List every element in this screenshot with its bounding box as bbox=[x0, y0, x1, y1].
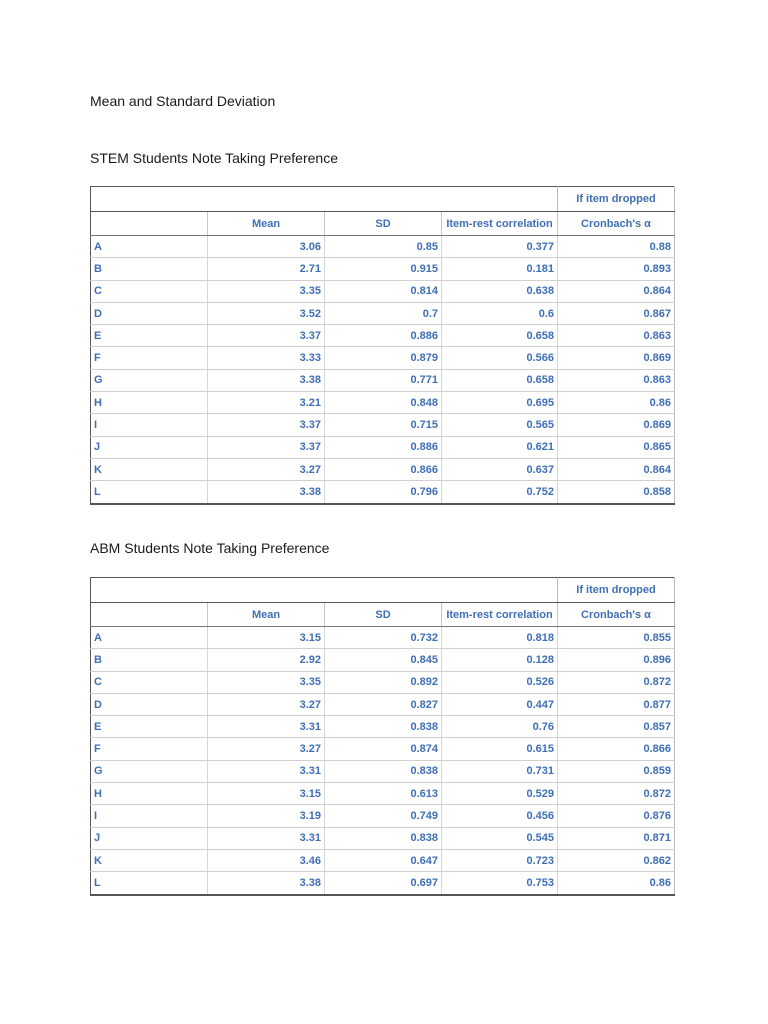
cronbachs-alpha-cell: 0.859 bbox=[558, 760, 675, 782]
cronbachs-alpha-cell: 0.869 bbox=[558, 347, 675, 369]
cronbachs-alpha-cell: 0.862 bbox=[558, 849, 675, 871]
table-row bbox=[91, 481, 675, 504]
item-rest-correlation-cell: 0.526 bbox=[442, 671, 558, 693]
cronbachs-alpha-cell: 0.863 bbox=[558, 325, 675, 347]
sd-cell: 0.838 bbox=[325, 760, 442, 782]
mean-cell: 2.92 bbox=[208, 649, 325, 671]
item-label-cell: B bbox=[91, 649, 208, 671]
item-label-cell: D bbox=[91, 302, 208, 324]
header-blank-cell bbox=[91, 187, 558, 212]
mean-cell: 3.27 bbox=[208, 693, 325, 715]
item-label-cell: A bbox=[91, 627, 208, 649]
table-row bbox=[91, 649, 675, 671]
sd-cell: 0.874 bbox=[325, 738, 442, 760]
mean-cell: 3.06 bbox=[208, 236, 325, 258]
table-row bbox=[91, 414, 675, 436]
cronbachs-alpha-cell: 0.869 bbox=[558, 414, 675, 436]
cronbachs-alpha-cell: 0.867 bbox=[558, 302, 675, 324]
cronbachs-alpha-cell: 0.864 bbox=[558, 458, 675, 480]
sd-cell: 0.647 bbox=[325, 849, 442, 871]
mean-cell: 3.15 bbox=[208, 783, 325, 805]
item-label-cell: G bbox=[91, 369, 208, 391]
mean-cell: 3.35 bbox=[208, 280, 325, 302]
item-rest-correlation-cell: 0.529 bbox=[442, 783, 558, 805]
table-row bbox=[91, 347, 675, 369]
table-column-header-row bbox=[91, 603, 675, 627]
table-row bbox=[91, 302, 675, 324]
table-row bbox=[91, 760, 675, 782]
mean-cell: 3.37 bbox=[208, 436, 325, 458]
cronbachs-alpha-cell: 0.88 bbox=[558, 236, 675, 258]
item-rest-correlation-cell: 0.695 bbox=[442, 392, 558, 414]
item-label-cell: L bbox=[91, 481, 208, 504]
mean-cell: 3.27 bbox=[208, 458, 325, 480]
cronbachs-alpha-cell: 0.857 bbox=[558, 716, 675, 738]
mean-cell: 3.31 bbox=[208, 716, 325, 738]
sd-cell: 0.796 bbox=[325, 481, 442, 504]
stem-table-caption: STEM Students Note Taking Preference bbox=[90, 150, 338, 166]
sd-cell: 0.715 bbox=[325, 414, 442, 436]
mean-cell: 3.38 bbox=[208, 872, 325, 895]
page-title: Mean and Standard Deviation bbox=[90, 93, 276, 109]
cronbachs-alpha-cell: 0.872 bbox=[558, 783, 675, 805]
mean-cell: 2.71 bbox=[208, 258, 325, 280]
cronbachs-alpha-cell: 0.893 bbox=[558, 258, 675, 280]
cronbachs-alpha-cell: 0.855 bbox=[558, 627, 675, 649]
sd-cell: 0.838 bbox=[325, 827, 442, 849]
sd-cell: 0.845 bbox=[325, 649, 442, 671]
table-row bbox=[91, 872, 675, 895]
cronbachs-alpha-cell: 0.877 bbox=[558, 693, 675, 715]
abm-table-body bbox=[91, 627, 675, 895]
mean-cell: 3.21 bbox=[208, 392, 325, 414]
cronbachs-alpha-cell: 0.871 bbox=[558, 827, 675, 849]
item-label-cell: D bbox=[91, 693, 208, 715]
sd-cell: 0.613 bbox=[325, 783, 442, 805]
item-rest-correlation-cell: 0.638 bbox=[442, 280, 558, 302]
item-rest-correlation-cell: 0.615 bbox=[442, 738, 558, 760]
cronbachs-alpha-cell: 0.864 bbox=[558, 280, 675, 302]
item-label-cell: B bbox=[91, 258, 208, 280]
cronbachs-alpha-cell: 0.86 bbox=[558, 392, 675, 414]
item-label-cell: G bbox=[91, 760, 208, 782]
item-rest-correlation-cell: 0.456 bbox=[442, 805, 558, 827]
sd-cell: 0.771 bbox=[325, 369, 442, 391]
item-rest-correlation-cell: 0.818 bbox=[442, 627, 558, 649]
table-row bbox=[91, 827, 675, 849]
table-row bbox=[91, 236, 675, 258]
sd-cell: 0.697 bbox=[325, 872, 442, 895]
stem-table-body bbox=[91, 236, 675, 504]
item-rest-correlation-cell: 0.753 bbox=[442, 872, 558, 895]
table-row bbox=[91, 805, 675, 827]
table-row bbox=[91, 783, 675, 805]
table-row bbox=[91, 849, 675, 871]
item-label-cell: A bbox=[91, 236, 208, 258]
table-row bbox=[91, 280, 675, 302]
sd-cell: 0.827 bbox=[325, 693, 442, 715]
header-blank-cell bbox=[91, 578, 558, 603]
sd-cell: 0.838 bbox=[325, 716, 442, 738]
sd-cell: 0.879 bbox=[325, 347, 442, 369]
item-rest-correlation-cell: 0.447 bbox=[442, 693, 558, 715]
item-label-cell: L bbox=[91, 872, 208, 895]
column-header-item-rest-correlation: Item-rest correlation bbox=[442, 212, 558, 236]
mean-cell: 3.27 bbox=[208, 738, 325, 760]
sd-cell: 0.915 bbox=[325, 258, 442, 280]
mean-cell: 3.15 bbox=[208, 627, 325, 649]
item-rest-correlation-cell: 0.566 bbox=[442, 347, 558, 369]
item-rest-correlation-cell: 0.658 bbox=[442, 369, 558, 391]
item-rest-correlation-cell: 0.76 bbox=[442, 716, 558, 738]
item-label-cell: F bbox=[91, 738, 208, 760]
table-column-header-row bbox=[91, 212, 675, 236]
stem-stats-table bbox=[90, 186, 675, 505]
mean-cell: 3.19 bbox=[208, 805, 325, 827]
column-header-sd: SD bbox=[325, 603, 442, 627]
table-group-header-row bbox=[91, 578, 675, 603]
item-label-cell: J bbox=[91, 827, 208, 849]
sd-cell: 0.7 bbox=[325, 302, 442, 324]
item-label-cell: J bbox=[91, 436, 208, 458]
column-header-item-rest-correlation: Item-rest correlation bbox=[442, 603, 558, 627]
table-row bbox=[91, 627, 675, 649]
item-rest-correlation-cell: 0.565 bbox=[442, 414, 558, 436]
item-rest-correlation-cell: 0.621 bbox=[442, 436, 558, 458]
cronbachs-alpha-cell: 0.896 bbox=[558, 649, 675, 671]
column-header-mean: Mean bbox=[208, 212, 325, 236]
cronbachs-alpha-cell: 0.858 bbox=[558, 481, 675, 504]
table-row bbox=[91, 716, 675, 738]
sd-cell: 0.85 bbox=[325, 236, 442, 258]
cronbachs-alpha-cell: 0.876 bbox=[558, 805, 675, 827]
table-row bbox=[91, 369, 675, 391]
item-label-cell: F bbox=[91, 347, 208, 369]
mean-cell: 3.37 bbox=[208, 325, 325, 347]
item-label-cell: K bbox=[91, 458, 208, 480]
sd-cell: 0.892 bbox=[325, 671, 442, 693]
mean-cell: 3.31 bbox=[208, 760, 325, 782]
item-label-cell: E bbox=[91, 325, 208, 347]
cronbachs-alpha-cell: 0.866 bbox=[558, 738, 675, 760]
mean-cell: 3.38 bbox=[208, 369, 325, 391]
mean-cell: 3.38 bbox=[208, 481, 325, 504]
table-group-header-row bbox=[91, 187, 675, 212]
item-label-cell: E bbox=[91, 716, 208, 738]
item-rest-correlation-cell: 0.6 bbox=[442, 302, 558, 324]
item-rest-correlation-cell: 0.181 bbox=[442, 258, 558, 280]
if-item-dropped-header: If item dropped bbox=[558, 578, 675, 603]
column-header-mean: Mean bbox=[208, 603, 325, 627]
column-header-item bbox=[91, 603, 208, 627]
table-row bbox=[91, 392, 675, 414]
sd-cell: 0.886 bbox=[325, 436, 442, 458]
mean-cell: 3.37 bbox=[208, 414, 325, 436]
mean-cell: 3.35 bbox=[208, 671, 325, 693]
sd-cell: 0.814 bbox=[325, 280, 442, 302]
mean-cell: 3.31 bbox=[208, 827, 325, 849]
item-label-cell: K bbox=[91, 849, 208, 871]
sd-cell: 0.732 bbox=[325, 627, 442, 649]
table-row bbox=[91, 258, 675, 280]
item-label-cell: H bbox=[91, 392, 208, 414]
cronbachs-alpha-cell: 0.86 bbox=[558, 872, 675, 895]
item-label-cell: I bbox=[91, 805, 208, 827]
column-header-item bbox=[91, 212, 208, 236]
item-label-cell: C bbox=[91, 671, 208, 693]
abm-table-caption: ABM Students Note Taking Preference bbox=[90, 540, 330, 556]
cronbachs-alpha-cell: 0.863 bbox=[558, 369, 675, 391]
item-rest-correlation-cell: 0.377 bbox=[442, 236, 558, 258]
table-row bbox=[91, 458, 675, 480]
item-rest-correlation-cell: 0.723 bbox=[442, 849, 558, 871]
sd-cell: 0.866 bbox=[325, 458, 442, 480]
table-row bbox=[91, 738, 675, 760]
item-rest-correlation-cell: 0.545 bbox=[442, 827, 558, 849]
column-header-cronbachs-alpha: Cronbach's α bbox=[558, 603, 675, 627]
table-row bbox=[91, 436, 675, 458]
item-label-cell: I bbox=[91, 414, 208, 436]
item-label-cell: H bbox=[91, 783, 208, 805]
sd-cell: 0.886 bbox=[325, 325, 442, 347]
table-row bbox=[91, 671, 675, 693]
column-header-cronbachs-alpha: Cronbach's α bbox=[558, 212, 675, 236]
item-rest-correlation-cell: 0.128 bbox=[442, 649, 558, 671]
abm-stats-table bbox=[90, 577, 675, 896]
mean-cell: 3.52 bbox=[208, 302, 325, 324]
cronbachs-alpha-cell: 0.872 bbox=[558, 671, 675, 693]
item-rest-correlation-cell: 0.752 bbox=[442, 481, 558, 504]
item-rest-correlation-cell: 0.658 bbox=[442, 325, 558, 347]
sd-cell: 0.848 bbox=[325, 392, 442, 414]
table-row bbox=[91, 325, 675, 347]
sd-cell: 0.749 bbox=[325, 805, 442, 827]
column-header-sd: SD bbox=[325, 212, 442, 236]
item-rest-correlation-cell: 0.637 bbox=[442, 458, 558, 480]
mean-cell: 3.33 bbox=[208, 347, 325, 369]
table-row bbox=[91, 693, 675, 715]
if-item-dropped-header: If item dropped bbox=[558, 187, 675, 212]
mean-cell: 3.46 bbox=[208, 849, 325, 871]
cronbachs-alpha-cell: 0.865 bbox=[558, 436, 675, 458]
item-rest-correlation-cell: 0.731 bbox=[442, 760, 558, 782]
item-label-cell: C bbox=[91, 280, 208, 302]
